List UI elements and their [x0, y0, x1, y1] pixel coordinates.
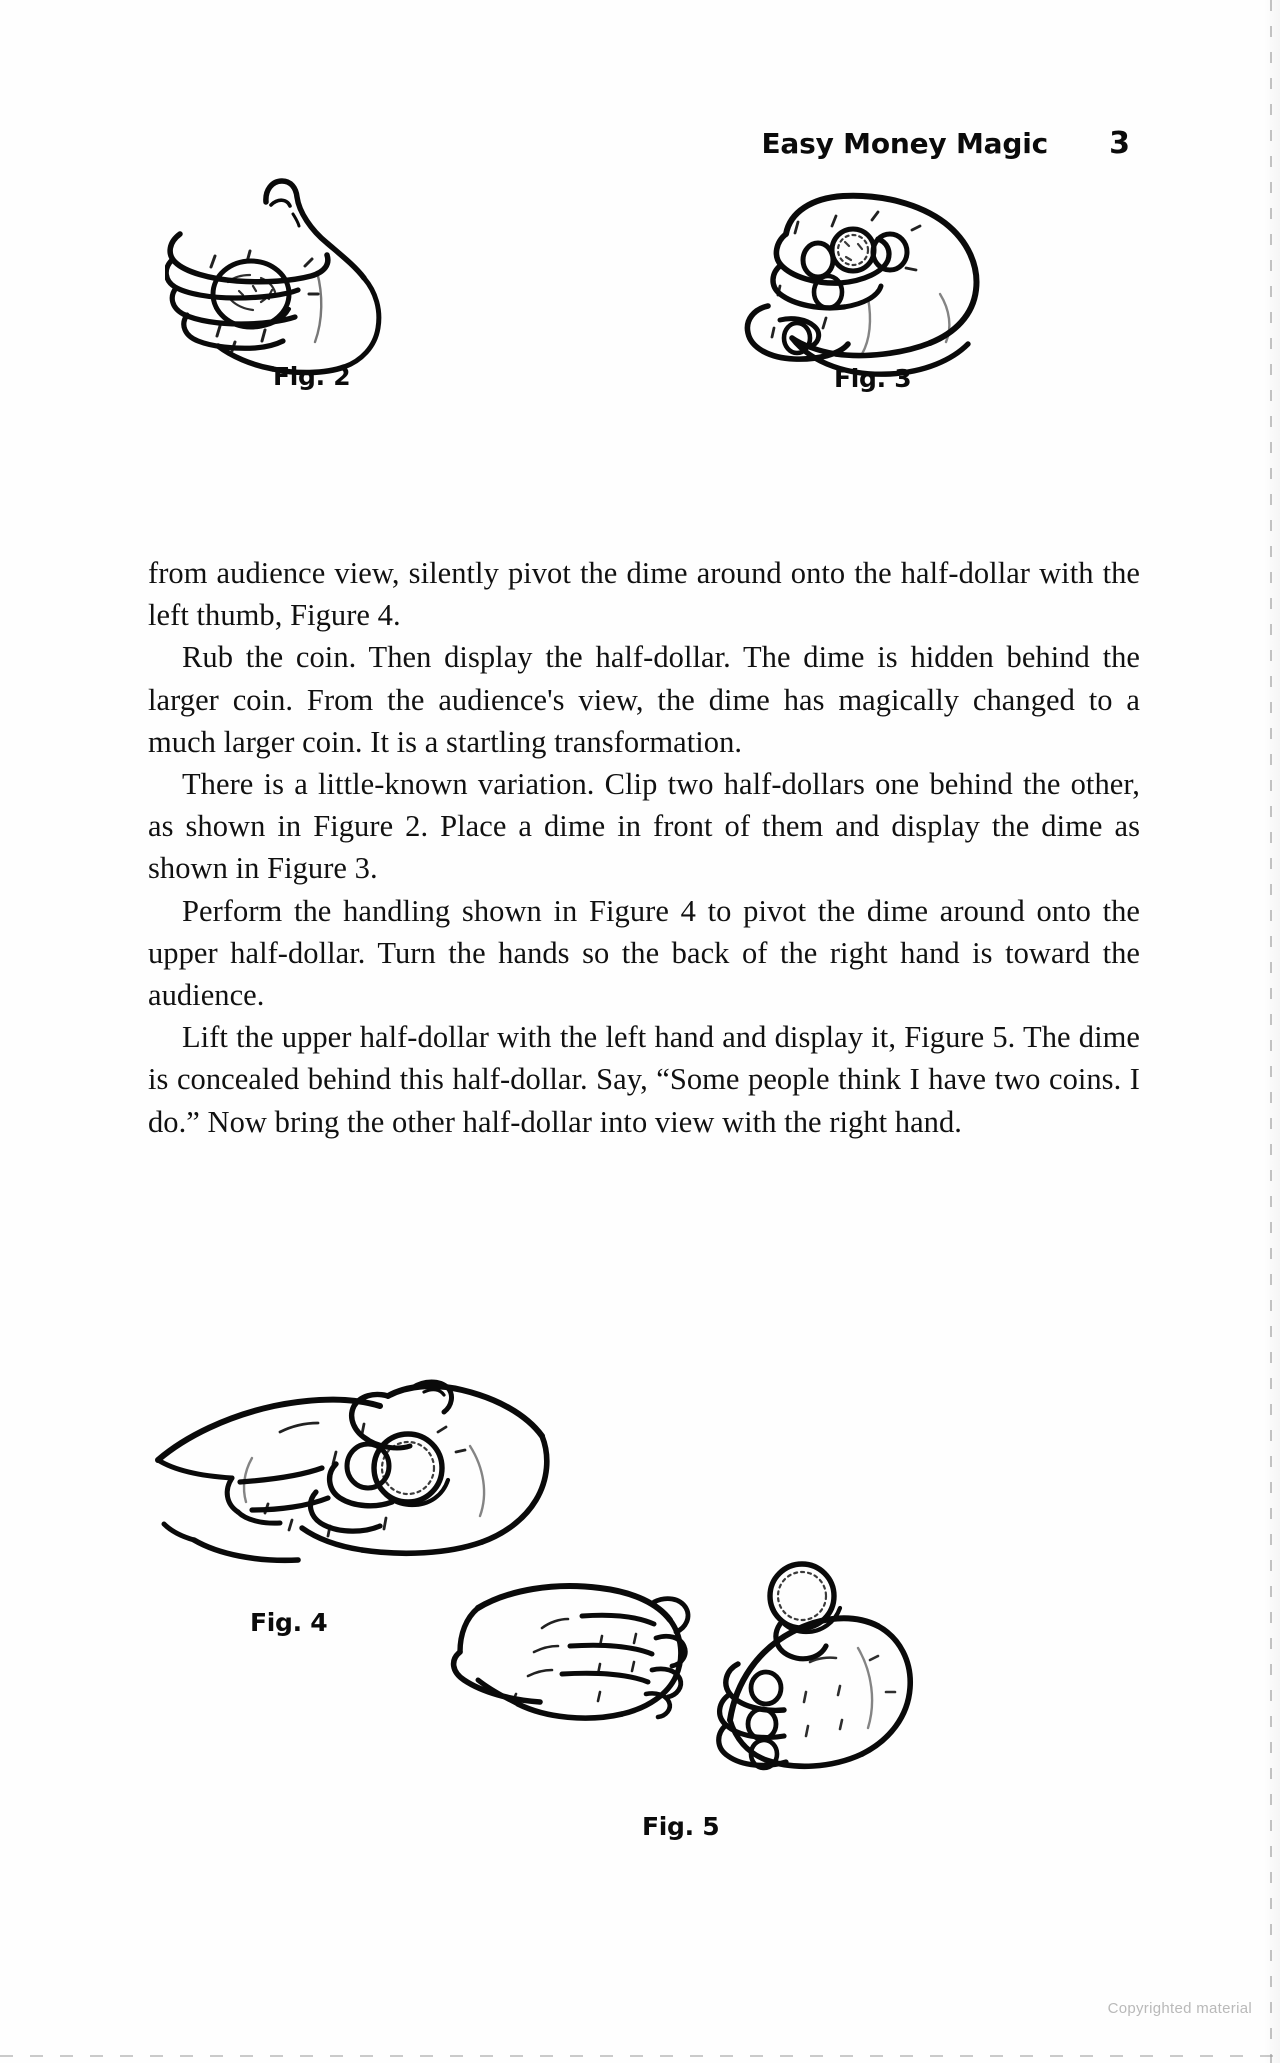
- figure-2: [165, 150, 445, 391]
- hand-clipping-coin-illustration: [165, 150, 445, 380]
- paragraph-1: from audience view, silently pivot the dime around onto the half-dollar with the left thumb, Figure 4.: [148, 556, 1140, 633]
- paragraph-4: Perform the handling shown in Figure 4 to pivot the dime around onto the upper half-dollar. Turn the hands so the back of the right hand is toward the audience.: [148, 893, 1140, 1013]
- two-hands-displaying-coins-illustration: [450, 1540, 920, 1840]
- figure-2-caption: Fig. 2: [273, 362, 351, 391]
- copyright-watermark: Copyrighted material: [1107, 2000, 1252, 2017]
- book-title: Easy Money Magic: [761, 127, 1048, 160]
- page-number: 3: [1109, 126, 1130, 161]
- figure-4-caption: Fig. 4: [250, 1608, 328, 1637]
- paragraph-3: There is a little-known variation. Clip two half-dollars one behind the other, as shown in Figure 2. Place a dime in front of them and display the dime as shown in Figure 3.: [148, 767, 1140, 886]
- figure-5-caption: Fig. 5: [642, 1812, 720, 1841]
- page-edge-shadow: [1264, 0, 1280, 2063]
- figure-band-top: [0, 150, 1280, 430]
- figure-3: [740, 168, 1010, 393]
- figure-3-caption: Fig. 3: [834, 364, 912, 393]
- fist-displaying-dime-illustration: [740, 168, 1010, 383]
- figure-5: [450, 1540, 920, 1840]
- paragraph-2: Rub the coin. Then display the half-dollar. The dime is hidden behind the larger coin. From the audience's view, the dime has magically changed to a much larger coin. It is a startling transformation.: [148, 640, 1140, 759]
- scan-edge-bottom: [0, 2055, 1280, 2057]
- paragraph-5: Lift the upper half-dollar with the left hand and display it, Figure 5. The dime is concealed behind this half-dollar. Say, “Some people think I have two coins. I do.” Now bring the other half-dollar into view with the right hand.: [148, 1020, 1140, 1139]
- figure-band-bottom: [0, 1340, 1280, 1960]
- body-text-column: [148, 552, 1140, 1143]
